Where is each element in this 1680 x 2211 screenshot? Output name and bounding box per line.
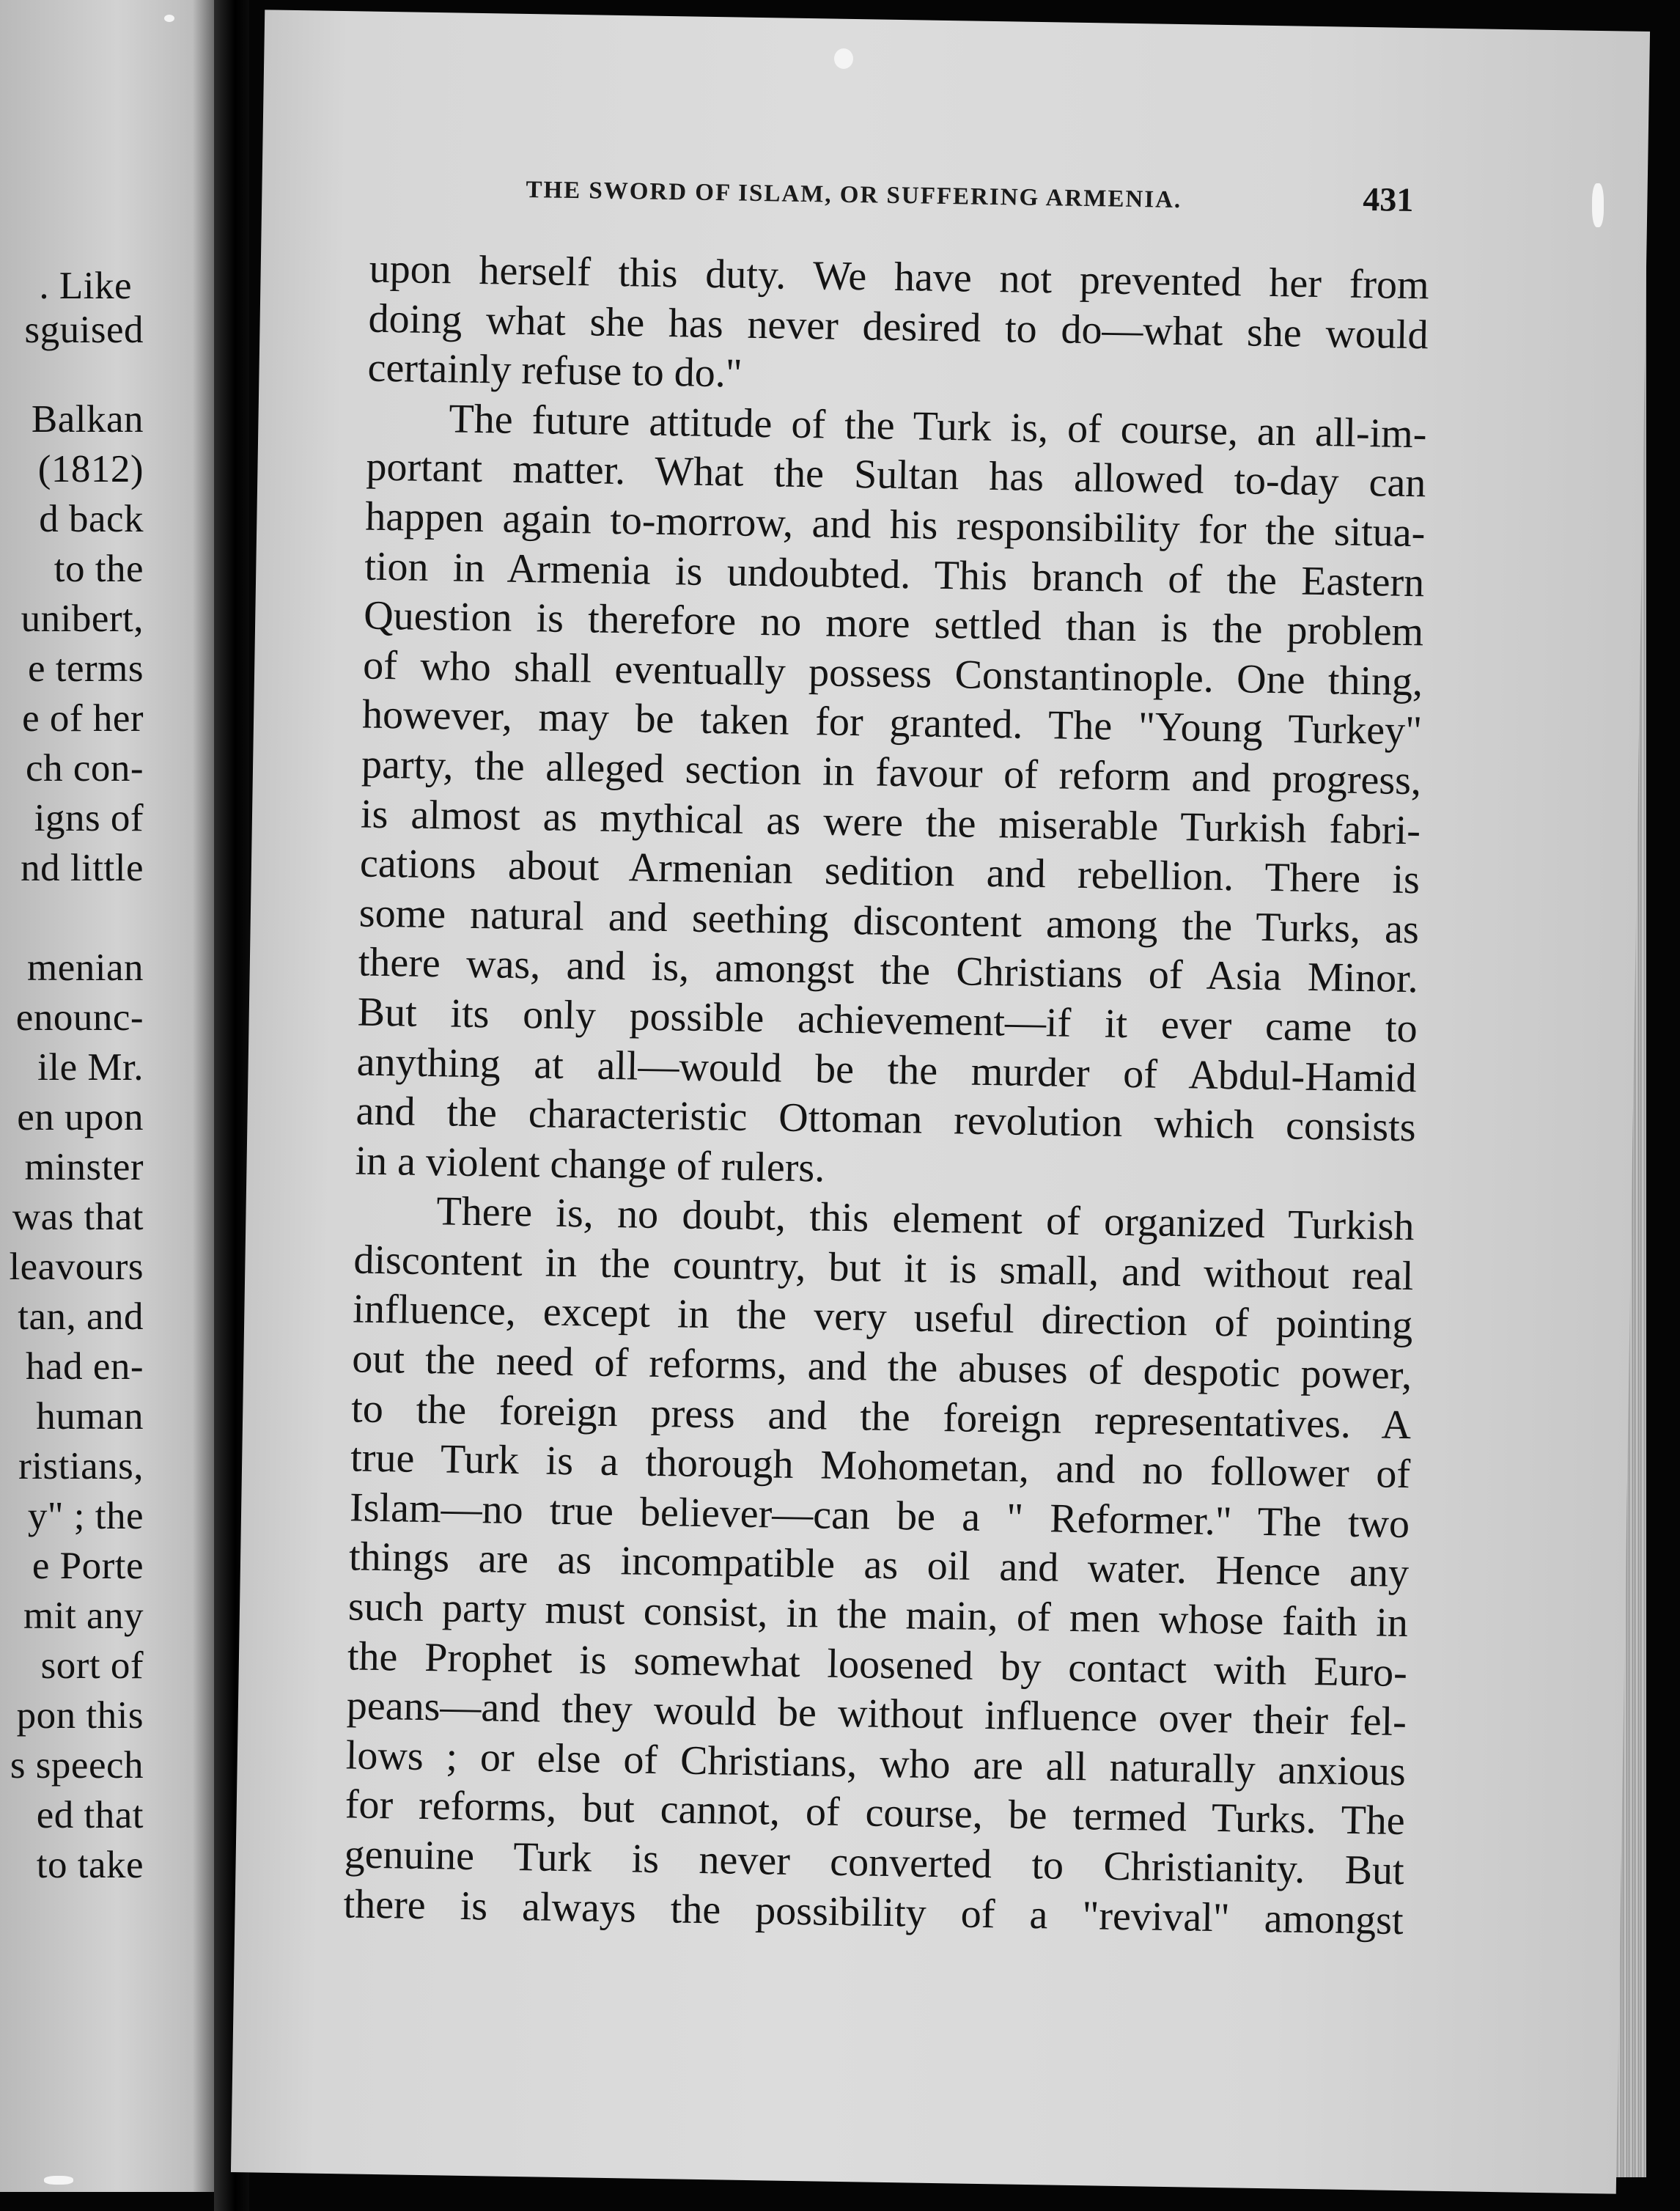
text-line: and the characteristic Ottoman revolution which consists <box>355 1088 1417 1151</box>
right-page <box>231 10 1650 2193</box>
text-line: genuine Turk is never converted to Christianity. But <box>344 1831 1405 1894</box>
text-line: discontent in the country, but it is small, and without real <box>353 1237 1414 1300</box>
text-line: out the need of reforms, and the abuses of despotic power, <box>351 1336 1412 1399</box>
text-line: influence, except in the very useful direction of pointing <box>352 1286 1413 1349</box>
text-line: anything at all—would be the murder of Abdul-Hamid <box>356 1038 1418 1101</box>
left-fragment: was that <box>12 1196 144 1238</box>
paragraph-start-line: The future attitude of the Turk is, of course, an all-im- <box>449 396 1427 457</box>
text-line: for reforms, but cannot, of course, be termed Turks. The <box>345 1781 1406 1844</box>
text-line: however, may be taken for granted. The "Young Turkey" <box>361 691 1423 754</box>
left-fragment: ristians, <box>18 1445 144 1487</box>
text-line: in a violent change of rulers. <box>355 1138 825 1191</box>
left-fragment: ed that <box>36 1794 144 1836</box>
text-line: upon herself this duty. We have not prevented her from <box>369 246 1430 309</box>
left-fragment: human <box>36 1395 144 1438</box>
dust-speck <box>1592 183 1604 227</box>
text-line: there was, and is, amongst the Christians of Asia Minor. <box>358 939 1419 1002</box>
left-fragment: leavours <box>9 1246 144 1288</box>
text-line: certainly refuse to do." <box>367 345 743 397</box>
left-fragment: minster <box>24 1146 144 1188</box>
left-facing-page <box>0 0 214 2192</box>
text-line: happen again to-morrow, and his responsibility for the situa- <box>364 493 1426 556</box>
left-fragment: mit any <box>23 1594 144 1637</box>
text-line: of who shall eventually possess Constantinople. One thing, <box>362 642 1423 705</box>
left-fragment: y" ; the <box>27 1495 144 1537</box>
text-line: But its only possible achievement—if it ever came to <box>357 989 1418 1052</box>
left-fragment: e Porte <box>32 1545 144 1587</box>
text-line: cations about Armenian sedition and rebellion. There is <box>359 840 1421 903</box>
text-line: peans—and they would be without influence over their fel- <box>346 1682 1407 1745</box>
left-fragment: to the <box>54 548 144 590</box>
text-line: there is always the possibility of a "revival" amongst <box>343 1880 1404 1943</box>
text-line: Question is therefore no more settled than is the problem <box>363 592 1424 655</box>
dust-speck <box>164 15 174 22</box>
left-fragment: tan, and <box>18 1295 144 1338</box>
left-fragment: to take <box>36 1844 144 1886</box>
left-fragment: e of her <box>22 697 144 740</box>
text-line: tion in Armenia is undoubted. This branch of the Eastern <box>364 543 1425 606</box>
left-fragment: menian <box>27 946 144 989</box>
text-line: Islam—no true believer—can be a " Reformer." The two <box>349 1485 1410 1547</box>
left-fragment: sort of <box>40 1644 144 1687</box>
left-fragment: had en- <box>26 1345 144 1388</box>
text-line: true Turk is a thorough Mohometan, and no follower of <box>350 1435 1411 1498</box>
left-fragment: (1812) <box>37 448 144 490</box>
text-line: party, the alleged section in favour of reform and progress, <box>361 741 1422 804</box>
text-line: portant matter. What the Sultan has allowed to-day can <box>366 444 1426 507</box>
text-line: to the foreign press and the foreign representatives. A <box>350 1386 1412 1448</box>
left-fragment: unibert, <box>21 597 144 640</box>
left-fragment: Balkan <box>31 398 144 441</box>
dust-speck <box>44 2176 73 2185</box>
paragraph-start-line: There is, no doubt, this element of organized Turkish <box>436 1188 1415 1250</box>
left-fragment: e terms <box>27 647 144 690</box>
left-fragment: en upon <box>17 1096 144 1138</box>
text-line: doing what she has never desired to do—what she would <box>368 295 1429 358</box>
left-fragment: enounc- <box>15 996 144 1039</box>
left-fragment: pon this <box>16 1694 144 1737</box>
left-fragment: . Like <box>39 265 132 307</box>
left-fragment: s speech <box>10 1744 144 1787</box>
left-fragment: igns of <box>34 797 144 839</box>
left-fragment: nd little <box>21 847 144 889</box>
left-fragment: ch con- <box>26 747 144 790</box>
text-line: lows ; or else of Christians, who are all naturally anxious <box>345 1732 1407 1795</box>
body-text <box>343 245 1429 1946</box>
text-line: such party must consist, in the main, of men whose faith in <box>347 1583 1409 1647</box>
text-line: is almost as mythical as were the miserable Turkish fabri- <box>360 791 1421 853</box>
text-line: things are as incompatible as oil and water. Hence any <box>348 1534 1410 1597</box>
running-head: THE SWORD OF ISLAM, OR SUFFERING ARMENIA. <box>526 176 1182 214</box>
left-fragment: sguised <box>24 309 144 351</box>
dust-speck <box>834 48 853 69</box>
text-line: the Prophet is somewhat loosened by contact with Euro- <box>347 1633 1408 1696</box>
text-line: some natural and seething discontent among the Turks, as <box>358 890 1420 952</box>
left-fragment: d back <box>39 498 144 540</box>
left-fragment: ile Mr. <box>37 1046 144 1089</box>
page-number: 431 <box>1363 180 1414 218</box>
